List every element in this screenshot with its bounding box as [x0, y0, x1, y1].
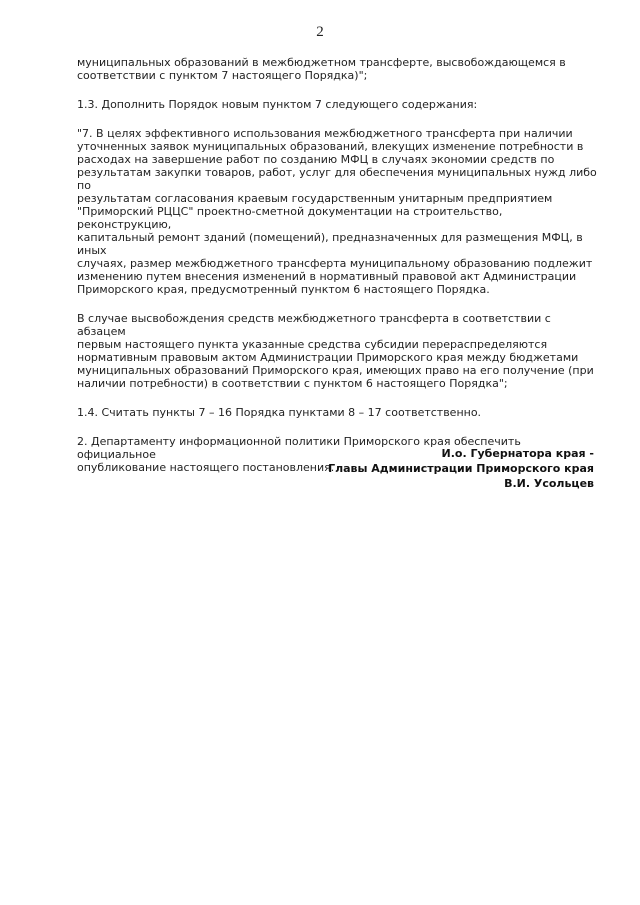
signature-title-line: И.о. Губернатора края -: [441, 447, 594, 460]
paragraph-item-1-3: 1.3. Дополнить Порядок новым пунктом 7 следующего содержания:: [77, 98, 478, 111]
paragraph-point-7: "7. В целях эффективного использования межбюджетного трансферта при наличии уточненных заявок муниципальных образований, влекущих изменение потребности в расходах на завершение работ по созданию МФЦ в случаях экономии средств по результатам закупки товаров, работ, услуг для обеспечения муниципальных нужд либо по результатам согласования краевым государственным унитарным предприятием "Приморский РЦЦС" проектно-сметной документации на строительство, реконструкцию, капитальный ремонт зданий (помещений), предназначенных для размещения МФЦ, в иных случаях, размер межбюджетного трансферта муниципальному образованию подлежит изменению путем внесения изменений в нормативный правовой акт Администрации Приморского края, предусмотренный пунктом 6 настоящего Порядка.: [77, 127, 597, 296]
signature-block: [328, 446, 594, 491]
signature-name-line: В.И. Усольцев: [504, 477, 594, 490]
paragraph-continuation: муниципальных образований в межбюджетном трансферте, высвобождающемся в соответствии с пунктом 7 настоящего Порядка)";: [77, 56, 566, 82]
document-body: [77, 56, 597, 490]
signature-position-line: Главы Администрации Приморского края: [328, 462, 594, 475]
paragraph-item-1-4: 1.4. Считать пункты 7 – 16 Порядка пунктами 8 – 17 соответственно.: [77, 406, 482, 419]
page-number: 2: [316, 24, 324, 40]
paragraph-redistribution: В случае высвобождения средств межбюджетного трансферта в соответствии с абзацем первым настоящего пункта указанные средства субсидии перераспределяются нормативным правовым актом Администрации Приморского края между бюджетами муниципальных образований Приморского края, имеющих право на его получение (при наличии потребности) в соответствии с пунктом 6 настоящего Порядка";: [77, 312, 594, 390]
paragraph-item-2: 2. Департаменту информационной политики Приморского края обеспечить официальное опубликование настоящего постановления.: [77, 435, 521, 474]
